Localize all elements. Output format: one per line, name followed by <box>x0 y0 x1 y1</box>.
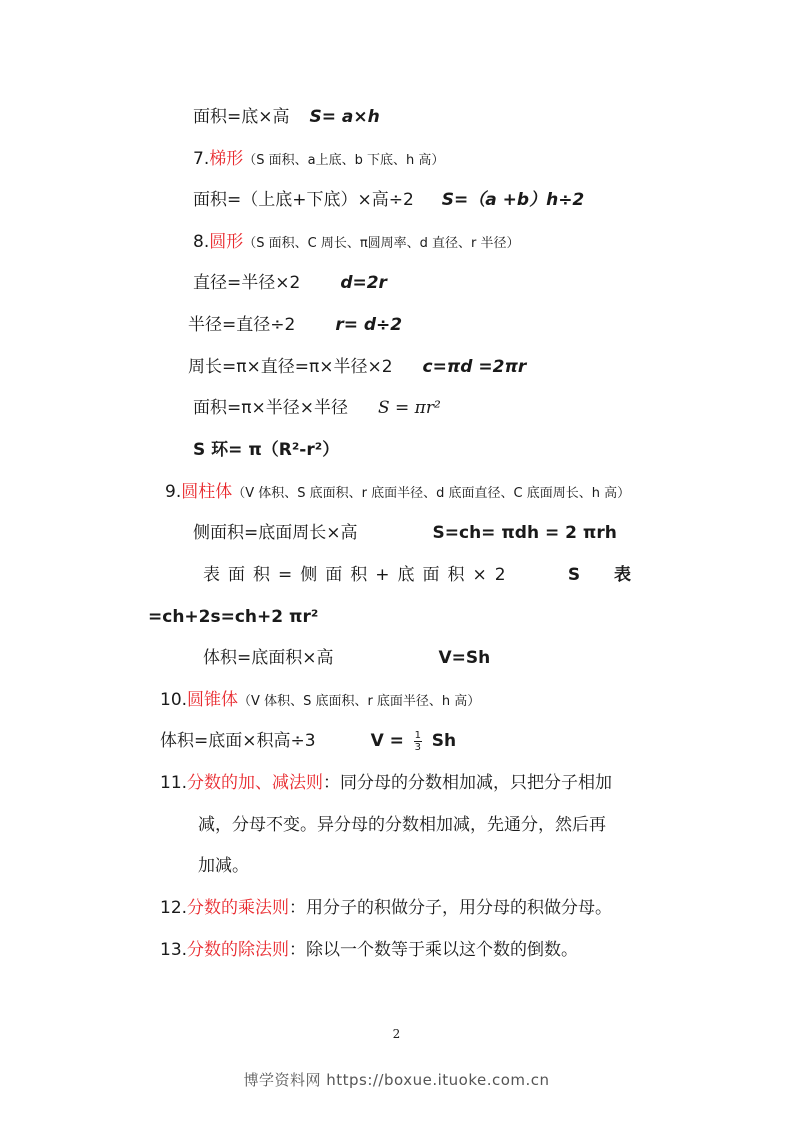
formula-symbolic: S = πr² <box>377 398 441 418</box>
diameter-line <box>193 271 387 295</box>
formula-symbolic: S 表 <box>567 565 645 585</box>
formula-text: 直径=半径×2 <box>193 273 301 293</box>
rule-body: 加减。 <box>198 856 249 876</box>
colon: ： <box>289 940 307 960</box>
section-number: 13. <box>160 940 188 960</box>
formula-symbolic: S=ch= πdh = 2 πrh <box>432 523 617 543</box>
colon: ： <box>323 773 341 793</box>
formula-text: 侧面积=底面周长×高 <box>193 523 358 543</box>
rule-body: 除以一个数等于乘以这个数的倒数。 <box>306 940 579 960</box>
cylinder-volume-line <box>203 646 490 670</box>
rule-fraction-divide <box>160 938 578 962</box>
formula-text: 面积=底×高 <box>193 107 290 127</box>
formula-symbolic: r= d÷2 <box>335 315 403 335</box>
section-number: 8. <box>193 232 210 252</box>
section-number: 7. <box>193 149 210 169</box>
rule-fraction-add-subtract-cont <box>198 813 606 837</box>
formula-symbolic: V=Sh <box>438 648 491 668</box>
cylinder-lateral-area-line <box>193 521 617 545</box>
colon: ： <box>289 898 307 918</box>
cylinder-surface-area-line <box>203 563 645 587</box>
fraction-one-third: $\frac{1}{3}$ <box>414 729 421 753</box>
circle-area-line <box>193 396 441 420</box>
section-trapezoid-heading <box>193 147 444 173</box>
footer-watermark: 博学资料网 https://boxue.ituoke.com.cn <box>243 1071 550 1089</box>
cone-volume-line <box>160 729 456 753</box>
formula-text: 面积=π×半径×半径 <box>193 398 348 418</box>
parallelogram-area-line <box>193 105 380 129</box>
rule-fraction-add-subtract <box>160 771 612 795</box>
formula-symbolic: c=πd =2πr <box>422 357 527 377</box>
radius-line <box>188 313 402 337</box>
section-title: 圆锥体 <box>187 690 239 710</box>
trapezoid-area-line <box>193 188 584 212</box>
formula-symbolic-right: Sh <box>425 731 457 751</box>
formula-symbolic: S= a×h <box>309 107 380 127</box>
formula-text: 半径=直径÷2 <box>188 315 296 335</box>
rule-body: 减，分母不变。异分母的分数相加减，先通分，然后再 <box>198 815 606 835</box>
ring-area-line <box>193 438 339 462</box>
section-note: （S 面积、a上底、b 下底、h 高） <box>243 153 445 168</box>
section-note: （V 体积、S 底面积、r 底面半径、d 底面直径、C 底面周长、h 高） <box>232 486 631 501</box>
section-cylinder-heading <box>165 480 630 506</box>
rule-fraction-add-subtract-end <box>198 854 249 878</box>
section-number: 10. <box>160 690 188 710</box>
formula-text: 周长=π×直径=π×半径×2 <box>188 357 393 377</box>
circumference-line <box>188 355 526 379</box>
rule-body: 用分子的积做分子，用分母的积做分母。 <box>306 898 613 918</box>
formula-symbolic: V = <box>370 731 410 751</box>
section-number: 11. <box>160 773 188 793</box>
section-number: 12. <box>160 898 188 918</box>
rule-body: 同分母的分数相加减，只把分子相加 <box>340 773 613 793</box>
formula-text: 体积=底面积×高 <box>203 648 334 668</box>
page-number: 2 <box>392 1027 401 1041</box>
formula-text: =ch+2s=ch+2 πr² <box>148 607 319 627</box>
section-circle-heading <box>193 230 520 256</box>
rule-title: 分数的乘法则 <box>187 898 290 918</box>
formula-symbolic: S=（a +b）h÷2 <box>441 190 585 210</box>
formula-text: 面积=（上底+下底）×高÷2 <box>193 190 414 210</box>
formula-text: 表面积=侧面积+底面积×2 <box>203 565 514 585</box>
cylinder-surface-area-cont <box>148 605 318 629</box>
section-note: （V 体积、S 底面积、r 底面半径、h 高） <box>238 694 481 709</box>
section-title: 梯形 <box>209 149 244 169</box>
formula-text: 体积=底面×积高÷3 <box>160 731 316 751</box>
rule-title: 分数的加、减法则 <box>187 773 324 793</box>
formula-text: S 环= π（R²-r²） <box>193 440 340 460</box>
section-cone-heading <box>160 688 480 714</box>
section-title: 圆形 <box>209 232 244 252</box>
formula-symbolic: d=2r <box>340 273 387 293</box>
rule-fraction-multiply <box>160 896 612 920</box>
rule-title: 分数的除法则 <box>187 940 290 960</box>
section-title: 圆柱体 <box>181 482 233 502</box>
section-number: 9. <box>165 482 182 502</box>
section-note: （S 面积、C 周长、π圆周率、d 直径、r 半径） <box>243 236 520 251</box>
